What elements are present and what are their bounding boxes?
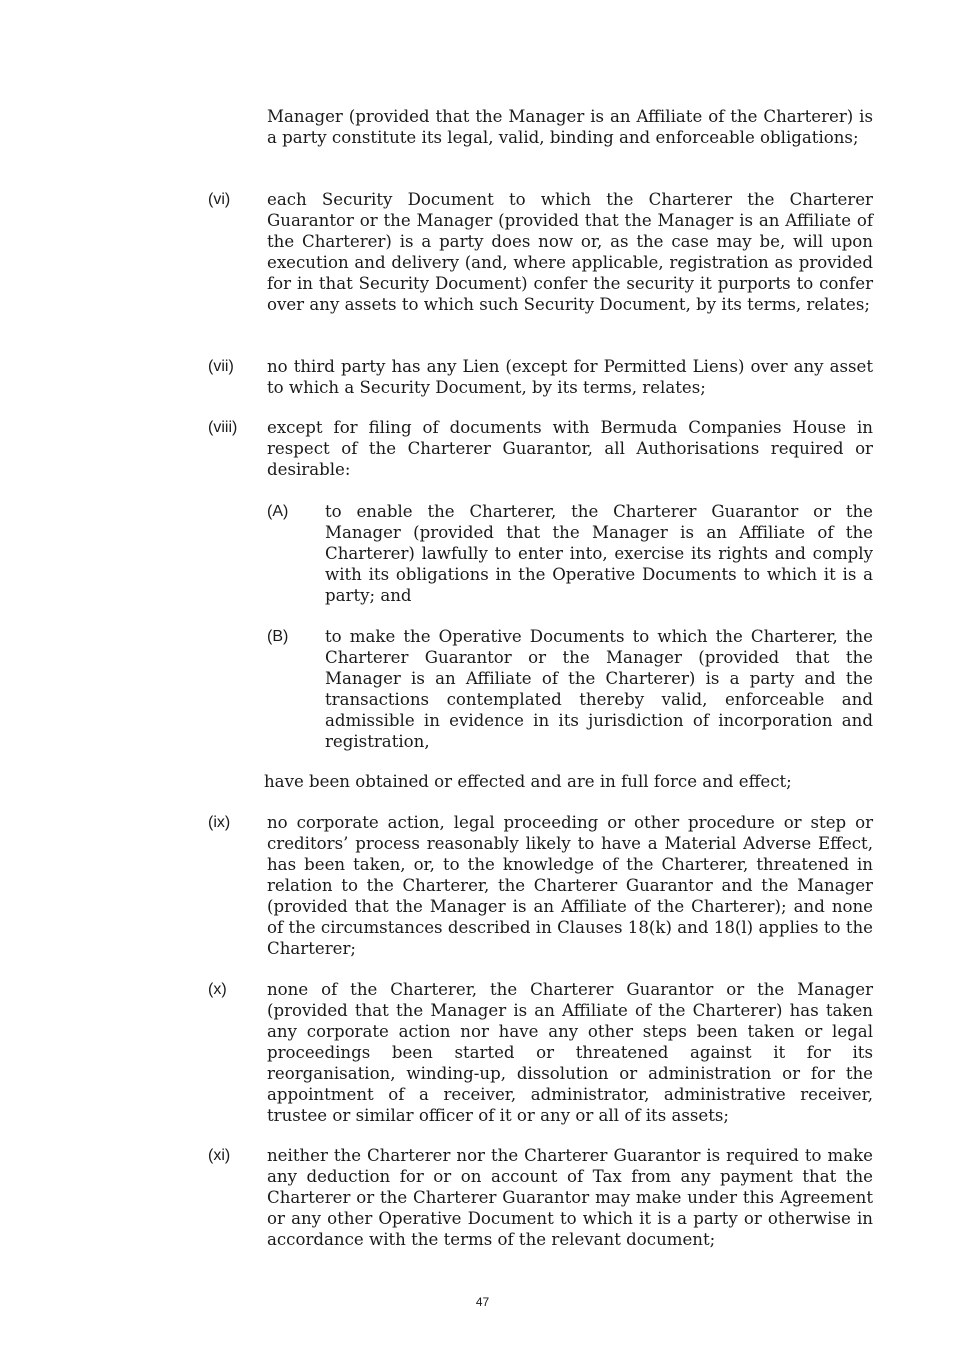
item-text: no corporate action, legal proceeding or other procedure or step or creditors’ process reasonably likely to have a Material Adverse Effect, has been taken, or, to the knowledge of the Charterer, threatened in relation to the Charterer, the Charterer Guarantor and the Manager (provided that the Manager is an Affiliate of the Charterer); and none of the circumstances described in Clauses 18(k) and 18(l) applies to the Charterer;: [267, 813, 873, 958]
sub-item-text: to make the Operative Documents to which the Charterer, the Charterer Guarantor or the Manager (provided that the Manager is an Affiliate of the Charterer) is a party and the transactions contemplated thereby valid, enforceable and admissible in evidence in its jurisdiction of incorporation and registration,: [325, 627, 873, 751]
item-text: each Security Document to which the Charterer the Charterer Guarantor or the Manager (provided that the Manager is an Affiliate of the Charterer) is a party does now or, as the case may be, will upon execution and delivery (and, where applicable, registration as provided for in that Security Document) confer the security it purports to confer over any assets to which such Security Document, by its terms, relates;: [267, 190, 873, 314]
intro-paragraph: Manager (provided that the Manager is an Affiliate of the Charterer) is a party constitute its legal, valid, binding and enforceable obligations;: [267, 107, 873, 147]
continuation-text: have been obtained or effected and are in full force and effect;: [264, 772, 792, 791]
item-number: (xi): [208, 1147, 231, 1164]
page-number: 47: [475, 1295, 490, 1309]
item-number: (viii): [208, 419, 238, 436]
item-number: (vii): [208, 358, 234, 375]
item-text: no third party has any Lien (except for Permitted Liens) over any asset to which a Security Document, by its terms, relates;: [267, 357, 873, 397]
sub-item-number: (A): [267, 503, 289, 520]
item-number: (x): [208, 981, 227, 998]
item-text: none of the Charterer, the Charterer Guarantor or the Manager (provided that the Manager is an Affiliate of the Charterer) has taken any corporate action nor have any other steps been taken or legal proceedings been started or threatened against it for its reorganisation, winding-up, dissolution or administration or for the appointment of a receiver, administrator, administrative receiver, trustee or similar officer of it or any or all of its assets;: [267, 980, 873, 1125]
sub-item-number: (B): [267, 628, 289, 645]
item-text: neither the Charterer nor the Charterer Guarantor is required to make any deduction for or on account of Tax from any payment that the Charterer or the Charterer Guarantor may make under this Agreement or any other Operative Document to which it is a party or otherwise in accordance with the terms of the relevant document;: [267, 1146, 873, 1249]
item-number: (vi): [208, 191, 231, 208]
item-text: except for filing of documents with Bermuda Companies House in respect of the Charterer Guarantor, all Authorisations required or desirable:: [267, 418, 873, 479]
sub-item-text: to enable the Charterer, the Charterer Guarantor or the Manager (provided that the Manager is an Affiliate of the Charterer) lawfully to enter into, exercise its rights and comply with its obligations in the Operative Documents to which it is a party; and: [325, 502, 873, 605]
item-number: (ix): [208, 814, 231, 831]
